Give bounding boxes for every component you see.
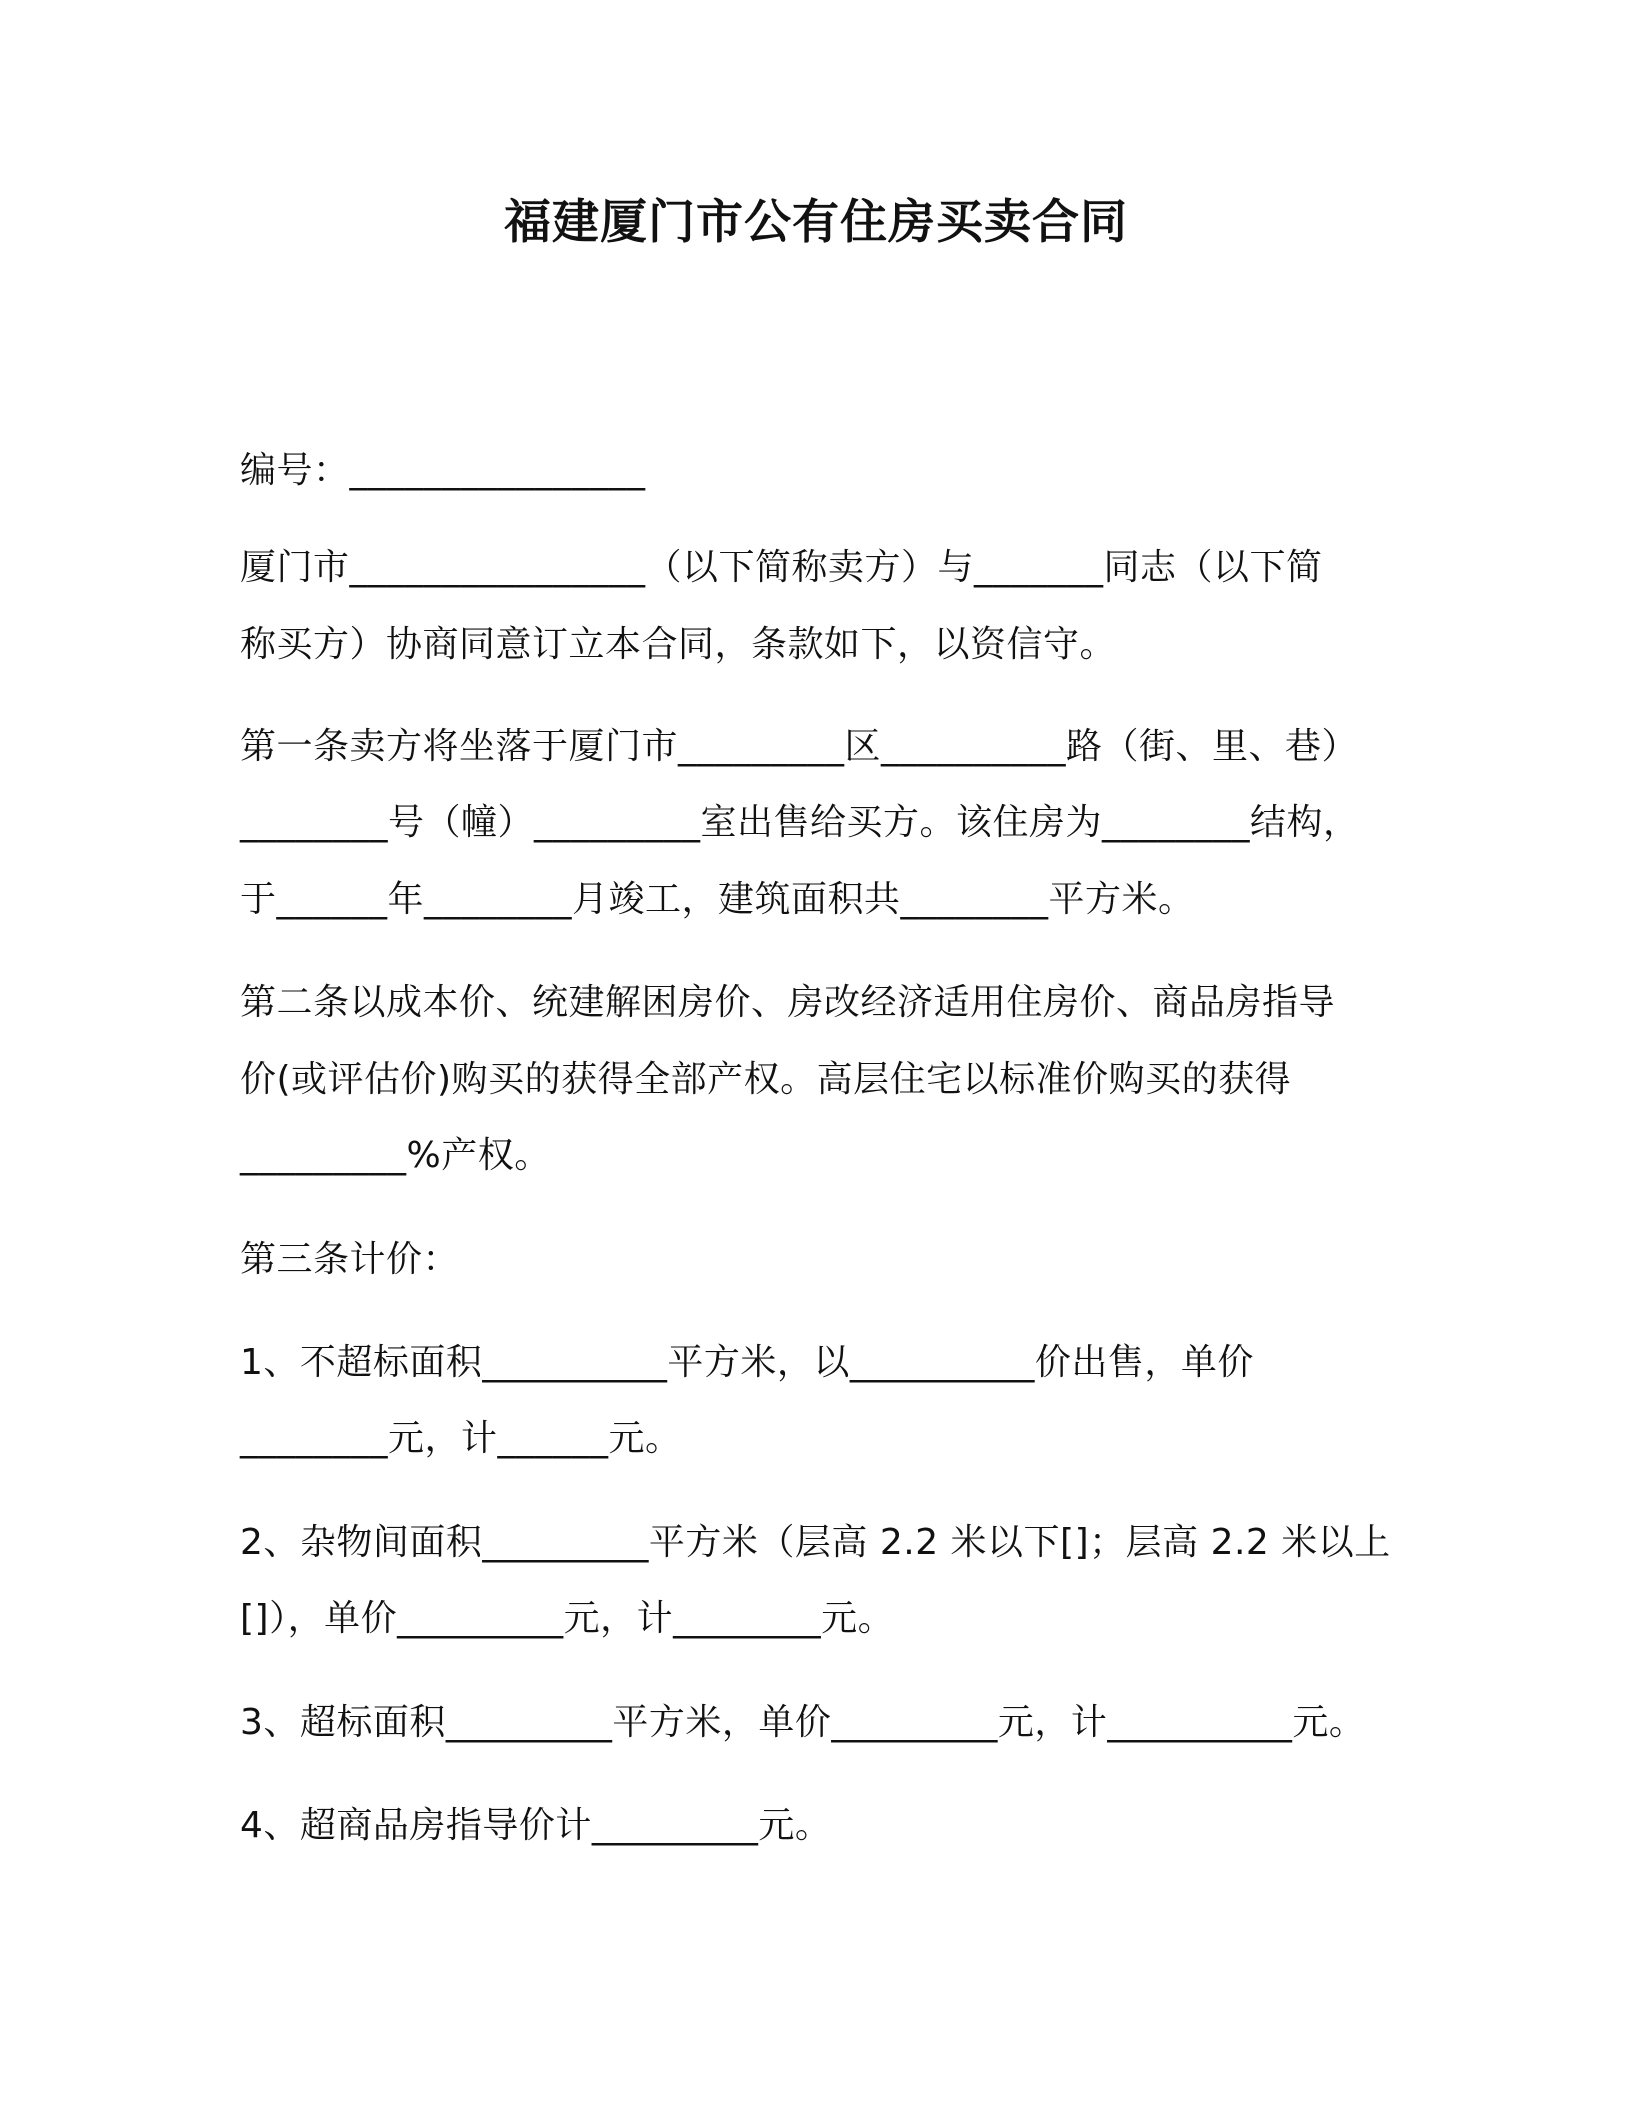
contract-number-line: 编号：________________ [240,450,646,491]
article-2-line-1: 第二条以成本价、统建解困房价、房改经济适用住房价、商品房指导 [240,982,1336,1023]
article-1-line-1: 第一条卖方将坐落于厦门市_________区__________路（街、里、巷） [240,726,1359,767]
item-2-line-2: []），单价_________元，计________元。 [240,1598,895,1639]
article-2-line-2: 价(或评估价)购买的获得全部产权。高层住宅以标准价购买的获得 [240,1059,1292,1100]
parties-line-2: 称买方）协商同意订立本合同，条款如下，以资信守。 [240,624,1117,665]
item-2-line-1: 2、杂物间面积_________平方米（层高 2.2 米以下[]；层高 2.2 米以上 [240,1522,1391,1563]
article-2-line-3: _________%产权。 [240,1135,551,1176]
item-1-line-2: ________元，计______元。 [240,1418,682,1459]
article-3-heading: 第三条计价： [240,1239,460,1280]
item-4-line: 4、超商品房指导价计_________元。 [240,1805,832,1846]
item-3-line: 3、超标面积_________平方米，单价_________元，计__________元。 [240,1702,1366,1743]
document-title: 福建厦门市公有住房买卖合同 [504,195,1128,250]
article-1-line-2: ________号（幢）_________室出售给买方。该住房为________结构， [240,802,1360,843]
item-1-line-1: 1、不超标面积__________平方米，以__________价出售，单价 [240,1342,1254,1383]
parties-line-1: 厦门市________________（以下简称卖方）与_______同志（以下简 [240,547,1323,588]
article-1-line-3: 于______年________月竣工，建筑面积共________平方米。 [240,879,1195,920]
